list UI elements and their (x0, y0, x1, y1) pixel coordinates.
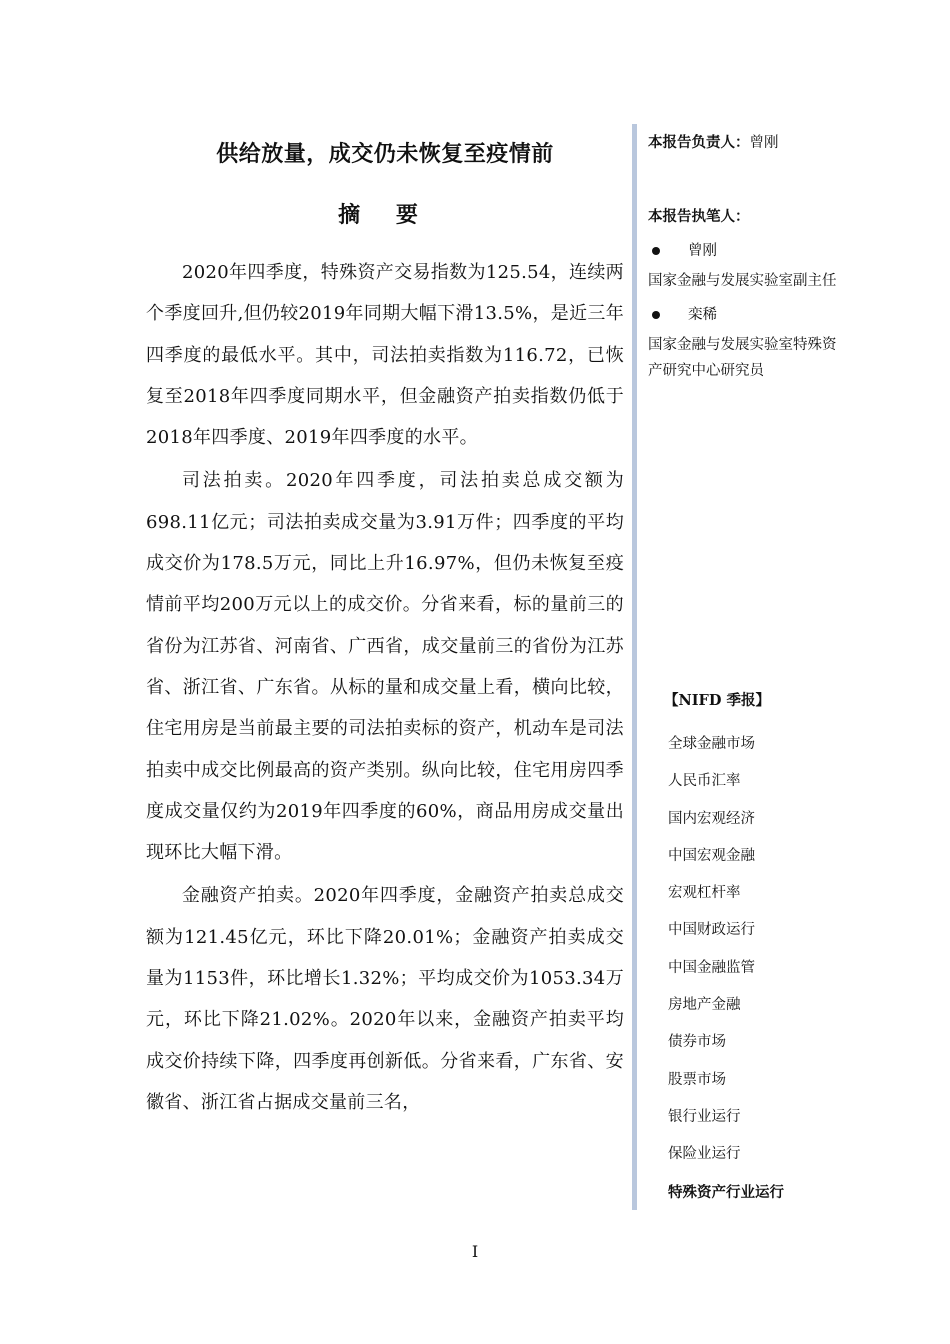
page-number: I (471, 1242, 479, 1261)
nifd-items (664, 726, 844, 1211)
nifd-item-financial-regulation: 中国金融监管 (668, 959, 755, 976)
nifd-series-list (664, 688, 844, 1211)
nifd-item-real-estate-finance: 房地产金融 (668, 997, 741, 1014)
abstract-paragraph-financial-asset-auction: 金融资产拍卖。2020年四季度，金融资产拍卖总成交额为121.45亿元，环比下降20.01%；金融资产拍卖成交量为1153件，环比增长1.32%；平均成交价为1053.34万元，环比下降21.02%。2020年以来，金融资产拍卖平均成交价持续下降，四季度再创新低。分省来看，广东省、安徽省、浙江省占据成交量前三名， (146, 885, 624, 1113)
report-title: 供给放量，成交仍未恢复至疫情前 (216, 142, 554, 167)
nifd-item-banking-operation: 银行业运行 (668, 1108, 741, 1125)
nifd-item-special-assets-current: 特殊资产行业运行 (668, 1183, 784, 1201)
author-name: 曾刚 (688, 243, 717, 259)
abstract-paragraph-judicial-auction: 司法拍卖。2020年四季度，司法拍卖总成交额为698.11亿元；司法拍卖成交量为3.91万件；四季度的平均成交价为178.5万元，同比上升16.97%，但仍未恢复至疫情前平均200万元以上的成交价。分省来看，标的量前三的省份为江苏省、河南省、广西省，成交量前三的省份为江苏省、浙江省、广东省。从标的量和成交量上看，横向比较，住宅用房是当前最主要的司法拍卖标的资产，机动车是司法拍卖中成交比例最高的资产类别。纵向比较，住宅用房四季度成交量仅约为2019年四季度的60%，商品用房成交量出现环比大幅下滑。 (146, 470, 624, 864)
author-entry (648, 302, 838, 328)
bullet-icon (652, 311, 660, 319)
nifd-item-rmb-exchange-rate: 人民币汇率 (668, 773, 741, 790)
writers-block (648, 204, 838, 388)
bullet-icon (652, 247, 660, 255)
author-affiliation: 国家金融与发展实验室特殊资产研究中心研究员 (648, 337, 837, 379)
nifd-item-stock-market: 股票市场 (668, 1071, 726, 1088)
responsible-name: 曾刚 (749, 135, 779, 151)
nifd-item-macro-leverage: 宏观杠杆率 (668, 885, 741, 902)
nifd-item-fiscal-operation: 中国财政运行 (668, 922, 755, 939)
author-affiliation: 国家金融与发展实验室副主任 (648, 273, 837, 289)
nifd-header: 【NIFD 季报】 (664, 692, 770, 709)
nifd-item-domestic-macroeconomy: 国内宏观经济 (668, 810, 755, 827)
responsible-label: 本报告负责人： (648, 134, 750, 151)
writers-label: 本报告执笔人： (648, 208, 750, 225)
abstract-heading: 摘 要 (338, 203, 432, 228)
nifd-item-global-financial-markets: 全球金融市场 (668, 736, 755, 752)
nifd-item-bond-market: 债券市场 (668, 1034, 726, 1051)
main-column (146, 128, 624, 1123)
author-name: 栾稀 (688, 307, 717, 323)
nifd-item-insurance-operation: 保险业运行 (668, 1146, 741, 1163)
abstract-paragraph-overview: 2020年四季度，特殊资产交易指数为125.54，连续两个季度回升,但仍较2019年同期大幅下滑13.5%，是近三年四季度的最低水平。其中，司法拍卖指数为116.72，已恢复至2018年四季度同期水平，但金融资产拍卖指数仍低于2018年四季度、2019年四季度的水平。 (146, 262, 624, 449)
responsible-person (648, 130, 779, 156)
author-entry (648, 238, 838, 264)
column-divider (632, 124, 637, 1210)
nifd-item-china-macro-finance: 中国宏观金融 (668, 847, 755, 864)
